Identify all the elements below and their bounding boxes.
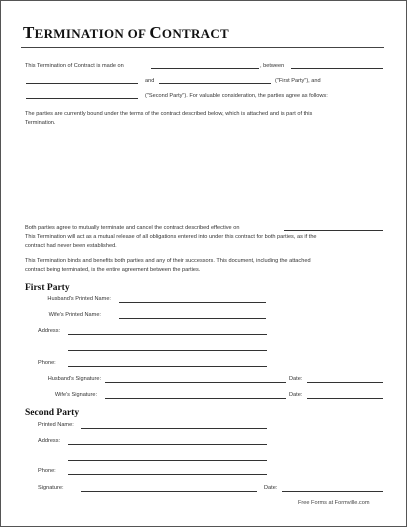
- second-party-phone-label: Phone:: [38, 468, 56, 474]
- wife-printed-name-label: Wife's Printed Name:: [48, 312, 101, 318]
- second-party-signature-label: Signature:: [38, 485, 64, 491]
- footer-watermark: Free Forms at Formville.com: [298, 500, 370, 506]
- paragraph-1-line-2: Termination.: [25, 120, 56, 126]
- paragraph-3-line-2: contract being terminated, is the entire agreement between the parties.: [25, 267, 201, 273]
- second-party-date-field[interactable]: [282, 491, 383, 492]
- second-party-date-label: Date:: [264, 485, 278, 491]
- husband-signature-field[interactable]: [105, 382, 286, 383]
- second-party-signature-field[interactable]: [81, 491, 257, 492]
- second-party-heading: Second Party: [25, 408, 80, 418]
- effective-date-blank[interactable]: [284, 230, 383, 231]
- second-party-address-field-2[interactable]: [68, 460, 267, 461]
- paragraph-1-line-1: The parties are currently bound under the terms of the contract described below, which is attached and is part of this: [25, 111, 313, 117]
- first-party-name-blank-a[interactable]: [291, 68, 383, 69]
- first-party-phone-field[interactable]: [68, 366, 267, 367]
- first-party-date-label-2: Date:: [289, 392, 303, 398]
- intro-and: and: [145, 78, 155, 84]
- document-title: TERMINATION OF CONTRACT: [23, 23, 230, 42]
- second-party-phone-field[interactable]: [68, 474, 267, 475]
- husband-printed-name-field[interactable]: [119, 302, 266, 303]
- first-party-address-field-2[interactable]: [68, 350, 267, 351]
- intro-first-party: ("First Party"), and: [275, 78, 321, 84]
- second-party-name-blank-b[interactable]: [26, 98, 138, 99]
- wife-printed-name-field[interactable]: [119, 318, 266, 319]
- title-rule: [21, 47, 384, 48]
- first-party-date-label-1: Date:: [289, 376, 303, 382]
- wife-date-field[interactable]: [307, 398, 383, 399]
- paragraph-3-line-1: This Termination binds and benefits both parties and any of their successors. This document, including the attached: [25, 258, 311, 264]
- first-party-heading: First Party: [25, 283, 70, 293]
- paragraph-2-line-1: Both parties agree to mutually terminate and cancel the contract described effective on: [25, 225, 240, 231]
- second-party-printed-name-label: Printed Name:: [38, 422, 74, 428]
- paragraph-2-line-2: This Termination will act as a mutual release of all obligations entered into under this contract for both parties, as if the: [25, 234, 317, 240]
- first-party-address-field-1[interactable]: [68, 334, 267, 335]
- intro-between: , between: [260, 63, 285, 69]
- husband-printed-name-label: Husband's Printed Name:: [47, 296, 111, 302]
- intro-second-party: ("Second Party"). For valuable consideration, the parties agree as follows:: [145, 93, 328, 99]
- first-party-name-blank-b[interactable]: [26, 83, 138, 84]
- first-party-phone-label: Phone:: [38, 360, 56, 366]
- date-blank[interactable]: [151, 68, 259, 69]
- second-party-name-blank[interactable]: [159, 83, 271, 84]
- first-party-address-label: Address:: [38, 328, 61, 334]
- wife-signature-field[interactable]: [105, 398, 286, 399]
- second-party-address-label: Address:: [38, 438, 61, 444]
- intro-text-1: This Termination of Contract is made on: [25, 63, 124, 69]
- wife-signature-label: Wife's Signature:: [54, 392, 97, 398]
- second-party-printed-name-field[interactable]: [81, 428, 267, 429]
- husband-date-field[interactable]: [307, 382, 383, 383]
- husband-signature-label: Husband's Signature:: [47, 376, 101, 382]
- paragraph-2-line-3: contract had never been established.: [25, 243, 117, 249]
- second-party-address-field-1[interactable]: [68, 444, 267, 445]
